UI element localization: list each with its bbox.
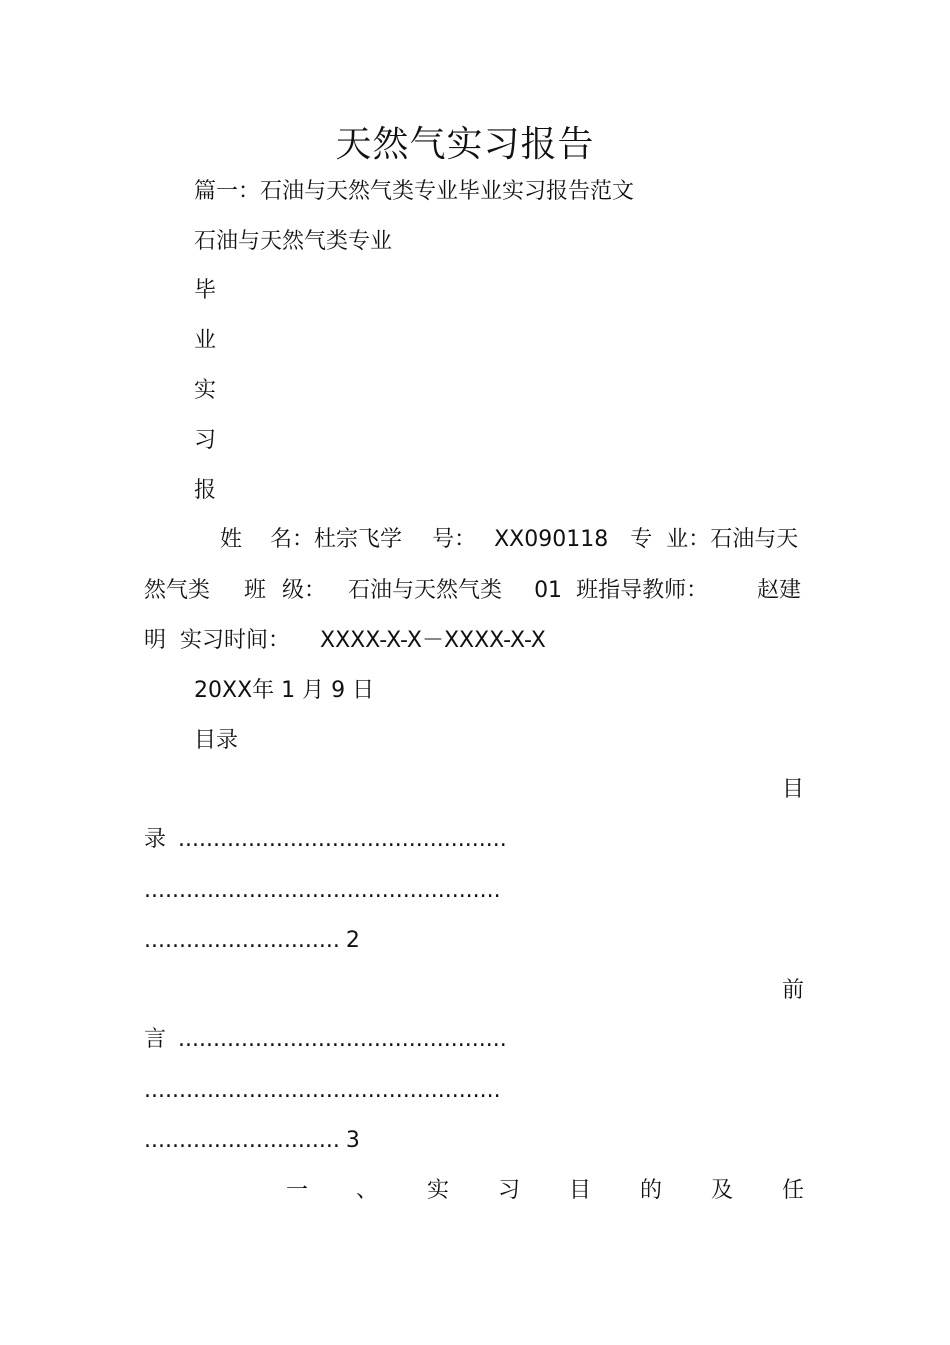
major-value: 然气类 xyxy=(144,578,211,603)
vertical-char: 毕 xyxy=(194,278,217,303)
vertical-char: 报 xyxy=(194,478,217,503)
section-heading-char: 、 xyxy=(356,1178,379,1203)
toc-entry-char: 言 xyxy=(144,1027,167,1052)
toc-entry-line xyxy=(144,825,507,855)
toc-entry-head: 前 xyxy=(782,978,805,1003)
toc-page-number: 3 xyxy=(345,1128,360,1153)
document-date: 20XX年 1 月 9 日 xyxy=(194,678,375,703)
class-value: 01 xyxy=(534,578,563,603)
toc-label: 目录 xyxy=(194,728,239,753)
toc-dots: ................................................... xyxy=(144,1078,501,1103)
name-value: 杜宗飞 xyxy=(314,527,381,552)
vertical-char: 实 xyxy=(194,378,217,403)
toc-entry-line xyxy=(144,1126,360,1156)
class-label: 级： xyxy=(282,578,327,603)
period-label: 实习时间： xyxy=(180,628,291,653)
toc-dots: ............................................... xyxy=(178,1027,507,1052)
name-label: 姓 xyxy=(220,527,243,552)
document-title: 天然气实习报告 xyxy=(335,124,595,165)
major-line: 石油与天然气类专业 xyxy=(194,229,393,254)
toc-dots: ............................................... xyxy=(178,827,507,852)
class-label: 班 xyxy=(244,578,267,603)
section-heading-char: 及 xyxy=(711,1178,734,1203)
info-line-3 xyxy=(144,626,546,656)
id-value: XX090118 xyxy=(494,527,609,552)
section-heading-char: 习 xyxy=(498,1178,521,1203)
period-value: XXXX-X-X－XXXX-X-X xyxy=(320,628,546,653)
vertical-char: 习 xyxy=(194,428,217,453)
info-line-1 xyxy=(220,525,798,555)
section-heading-char: 目 xyxy=(569,1178,592,1203)
toc-dots: ................................................... xyxy=(144,878,501,903)
toc-entry-char: 录 xyxy=(144,827,167,852)
toc-entry-head: 目 xyxy=(782,777,805,802)
class-value: 班 xyxy=(576,578,599,603)
toc-entry-line xyxy=(144,1025,507,1055)
major-label: 业： xyxy=(666,527,711,552)
teacher-value: 赵建 xyxy=(757,578,802,603)
section-heading-char: 任 xyxy=(782,1178,805,1203)
toc-dots: ............................ xyxy=(144,928,340,953)
section-heading-char: 的 xyxy=(640,1178,663,1203)
vertical-char: 业 xyxy=(194,328,217,353)
toc-entry-line xyxy=(144,926,360,956)
section-heading-char: 实 xyxy=(427,1178,450,1203)
toc-page-number: 2 xyxy=(345,928,360,953)
document-subtitle: 篇一：石油与天然气类专业毕业实习报告范文 xyxy=(194,179,635,204)
id-label: 号： xyxy=(432,527,477,552)
teacher-label: 指导教师： xyxy=(598,578,709,603)
major-value: 石油与天 xyxy=(710,527,799,552)
id-label: 学 xyxy=(380,527,403,552)
section-heading-char: 一 xyxy=(286,1178,309,1203)
info-line-2 xyxy=(144,576,708,606)
name-label: 名： xyxy=(270,527,315,552)
toc-dots: ............................ xyxy=(144,1128,340,1153)
teacher-value: 明 xyxy=(144,628,167,653)
major-label: 专 xyxy=(630,527,653,552)
class-value: 石油与天然气类 xyxy=(348,578,503,603)
